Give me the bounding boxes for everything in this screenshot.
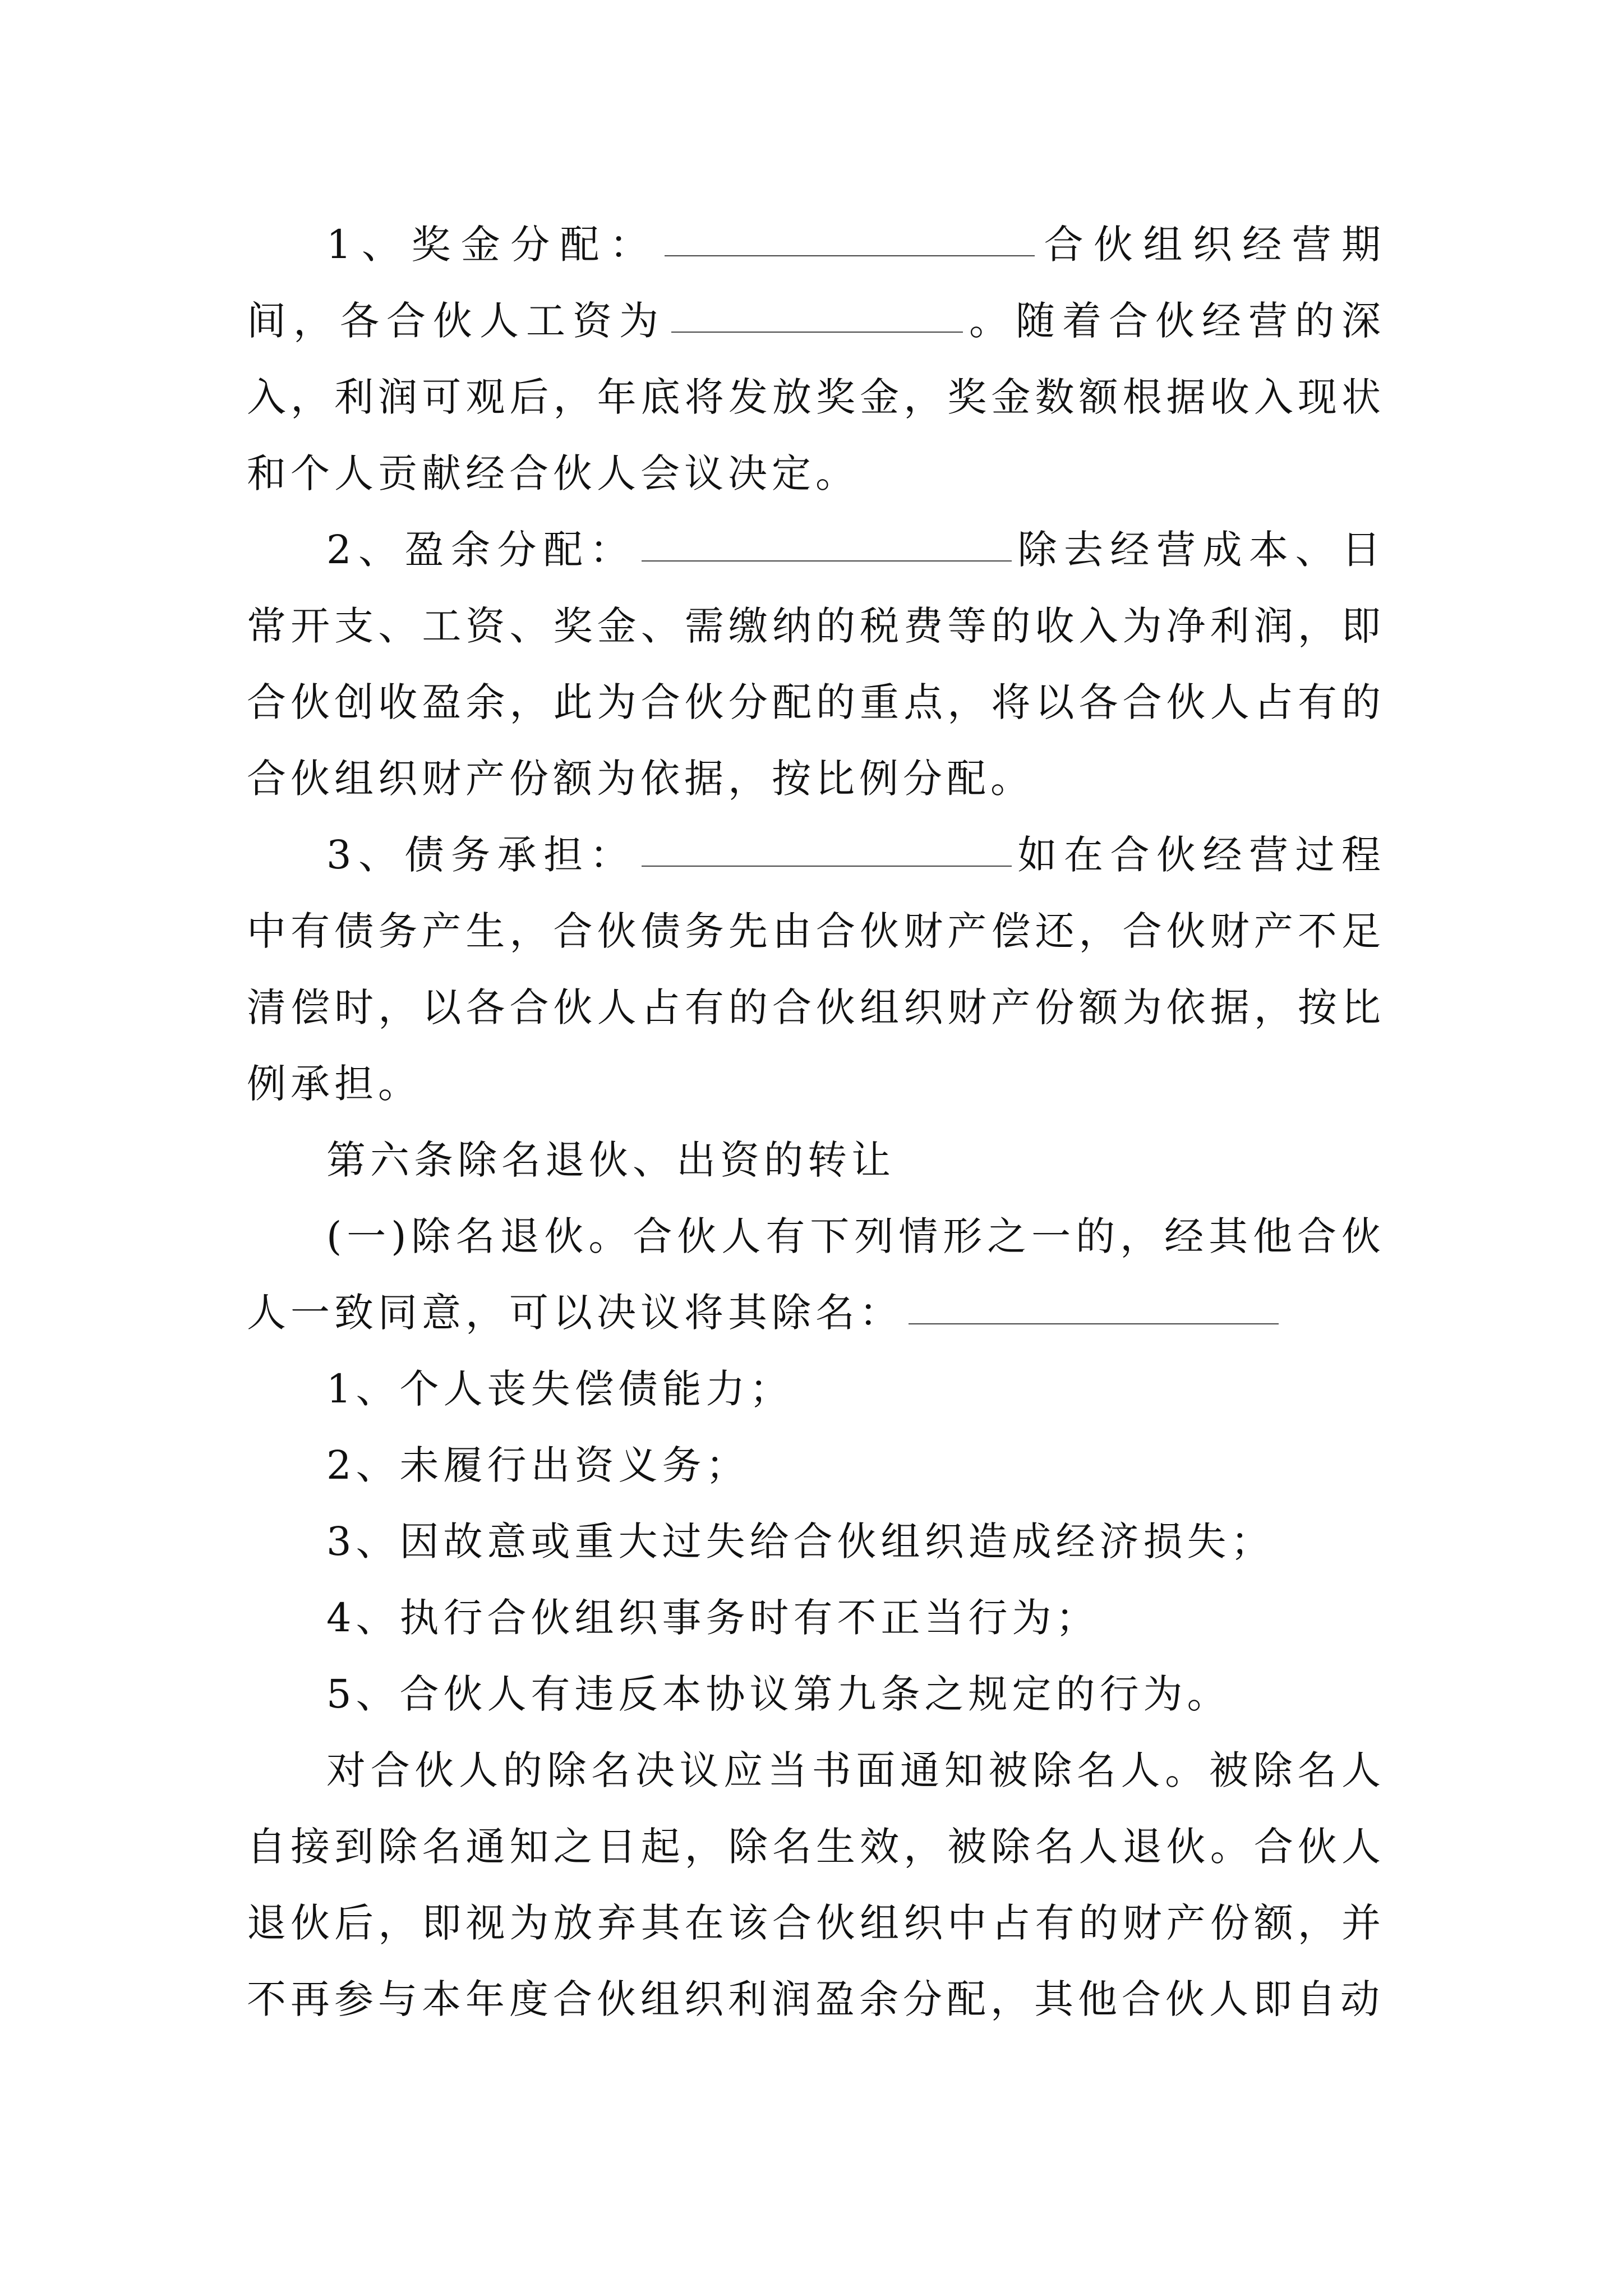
paragraph-expulsion — [247, 1198, 1385, 1351]
blank-line — [665, 255, 1035, 256]
list-item: 1、个人丧失偿债能力； — [326, 1366, 794, 1412]
clause-text: 除去经营成本、日常开支、工资、奖金、需缴纳的税费等的收入为净利润，即合伙创收盈余，此为合伙分配的重点，将以各合伙人占有的合伙组织财产份额为依据，按比例分配。 — [247, 527, 1385, 802]
list-item: 2、未履行出资义务； — [326, 1442, 750, 1488]
paragraph-bonus-distribution — [247, 206, 1385, 512]
blank-line — [642, 560, 1012, 562]
paragraph-surplus-distribution — [247, 512, 1385, 817]
blank-line — [909, 1323, 1279, 1324]
article-heading: 第六条除名退伙、出资的转让 — [326, 1137, 895, 1183]
document-body — [247, 206, 1385, 2037]
clause-label: 3、债务承担： — [326, 832, 637, 878]
list-item: 3、因故意或重大过失给合伙组织造成经济损失； — [326, 1519, 1275, 1565]
blank-line — [642, 865, 1012, 867]
clause-label: 1、奖金分配： — [326, 222, 660, 268]
blank-line — [671, 331, 963, 333]
clause-text: (一)除名退伙。合伙人有下列情形之一的，经其他合伙人一致同意，可以决议将其除名： — [247, 1213, 1385, 1336]
paragraph-debt-bearing — [247, 817, 1385, 1122]
list-item: 5、合伙人有违反本协议第九条之规定的行为。 — [326, 1671, 1231, 1717]
list-item: 4、执行合伙组织事务时有不正当行为； — [326, 1595, 1100, 1641]
clause-text: 如在合伙经营过程中有债务产生，合伙债务先由合伙财产偿还，合伙财产不足清偿时，以各合伙人占有的合伙组织财产份额为依据，按比例承担。 — [247, 832, 1385, 1107]
clause-label: 2、盈余分配： — [326, 527, 637, 573]
paragraph-expulsion-notice: 对合伙人的除名决议应当书面通知被除名人。被除名人自接到除名通知之日起，除名生效，被除名人退伙。合伙人退伙后，即视为放弃其在该合伙组织中占有的财产份额，并不再参与本年度合伙组织利润盈余分配，其他合伙人即自动 — [247, 1747, 1385, 2022]
clause-text: 。随着合伙经营的深入，利润可观后，年底将发放奖金，奖金数额根据收入现状和个人贡献经合伙人会议决定。 — [247, 298, 1385, 496]
clause-text: 合伙组织经营期间，各合伙人工资为 — [247, 222, 1385, 344]
